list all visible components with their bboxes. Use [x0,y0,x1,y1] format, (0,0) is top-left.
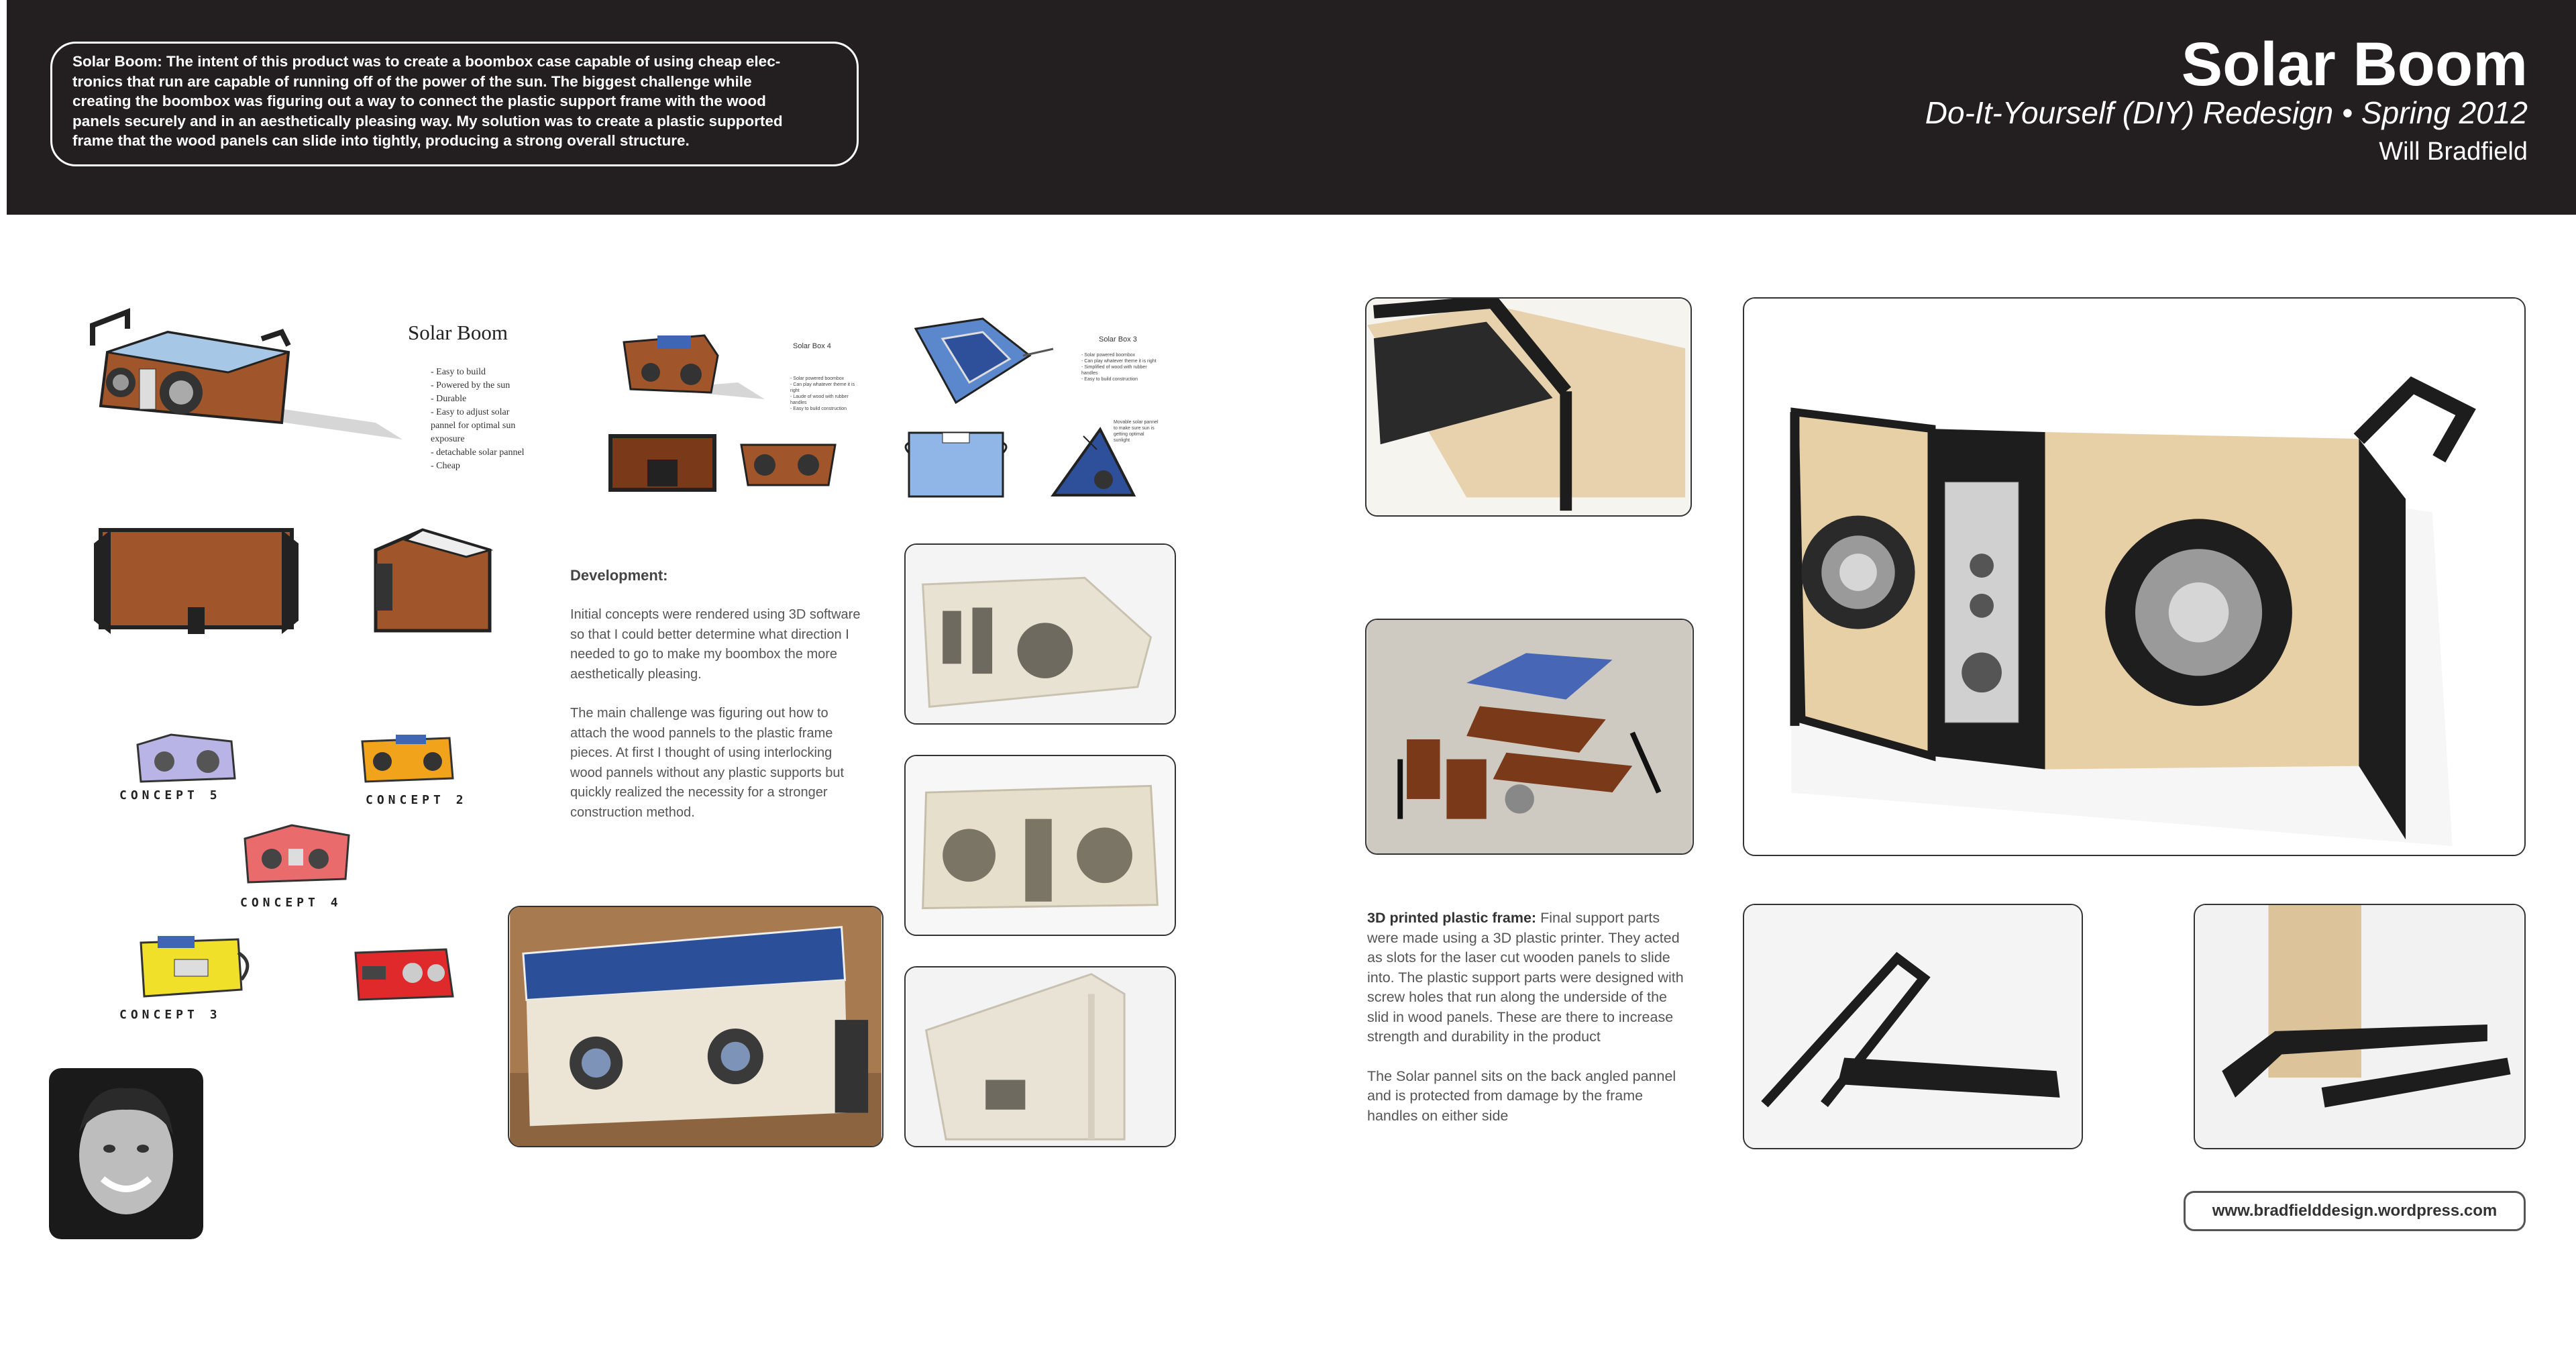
concept-4-sketch [238,822,356,889]
development-text [570,605,865,842]
feature-item: - Powered by the sun [431,380,511,390]
note-item: - Solar powered boombox [790,376,845,381]
note-item: sunlight [1114,438,1130,443]
page-subtitle: Do-It-Yourself (DIY) Redesign • Spring 2012 [1925,95,2528,130]
product-photo-frame-part [1743,904,2083,1149]
prototype-photo-joint [904,966,1176,1147]
frame-body: Final support parts were made using a 3D plastic printer. They acted as slots for the laser cut wooden panels to slide into. The plastic support parts were designed with screw holes that run along the underside of the slid in wood panels. These are there to increase strength and durability in the product [1367,910,1684,1045]
concept-5-sketch [131,731,241,788]
note-item: handles [790,401,807,405]
render-boombox-main [87,305,409,453]
concept-3-label: CONCEPT 3 [119,1008,221,1022]
product-photo-frame-assembly [2194,904,2526,1149]
concept-5-label: CONCEPT 5 [119,788,221,802]
intro-line: tronics that run are capable of running off of the power of the sun. The biggest challenge while [72,72,752,90]
development-paragraph: The main challenge was figuring out how to attach the wood pannels to the plastic frame pieces. At first I thought of using interlocking wood pannels without any plastic supports but quickly realized the necessity for a stronger construction method. [570,706,845,820]
intro-description [50,42,859,166]
sketch-heading: Solar Boom [408,321,508,344]
product-photo-hero [1743,297,2526,856]
frame-description [1367,908,1689,1145]
product-photo-handle-closeup [1365,297,1692,517]
feature-item: - Easy to adjust solar [431,407,510,417]
note-item: - Can play whatever theme it is right [790,382,855,393]
concept-red-sketch [345,939,460,1003]
note-item: - Solar powered boombox [1081,353,1136,358]
note-item: - Easy to build construction [790,407,847,411]
concept-4-label: CONCEPT 4 [240,896,342,910]
note-item: - Can play whatever theme it is right [1081,359,1157,364]
intro-line: panels securely and in an aesthetically pleasing way. My solution was to create a plastic supported [72,112,783,129]
concept-2-label: CONCEPT 2 [366,793,468,807]
note-item: - Laude of wood with rubber [790,395,849,399]
concept-2-sketch [356,731,460,788]
note-item: to make sure sun is [1114,426,1155,431]
render-boombox-side [366,517,500,641]
prototype-photo-side [904,543,1176,725]
render-solar-box-4-side [735,435,842,488]
product-photo-exploded [1365,619,1694,855]
concept-3-sketch [131,933,255,1003]
feature-item: pannel for optimal sun [431,421,516,431]
render-solar-box-3 [909,315,1063,409]
intro-line: creating the boombox was figuring out a way to connect the plastic support frame with the wood [72,93,766,109]
development-title: Development: [570,567,668,584]
render-boombox-front [91,523,302,641]
solar-box-4-notes [790,376,864,412]
author-name: Will Bradfield [2379,138,2528,166]
prototype-photo-solar [508,906,883,1147]
render-solar-box-4-front [607,433,718,493]
page-title: Solar Boom [2181,30,2528,99]
feature-item: exposure [431,434,465,444]
solar-box-3-label: Solar Box 3 [1099,335,1137,344]
solar-box-4-label: Solar Box 4 [793,342,831,350]
frame-paragraph: The Solar pannel sits on the back angled pannel and is protected from damage by the frame handles on either side [1367,1067,1676,1124]
note-item: getting optimal [1114,432,1144,437]
render-solar-box-4 [617,329,771,403]
solar-box-3-notes [1081,352,1162,382]
note-item: Movable solar pannel [1114,420,1159,425]
angle-note [1114,419,1167,443]
note-item: - Easy to build construction [1081,377,1138,382]
website-link[interactable]: www.bradfielddesign.wordpress.com [2184,1191,2526,1231]
development-paragraph: Initial concepts were rendered using 3D software so that I could better determine what direction I needed to go to make my boombox the more aesthetically pleasing. [570,607,861,682]
note-item: - Simplified of wood with rubber [1081,365,1147,370]
feature-item: - Durable [431,394,467,404]
feature-item: - detachable solar pannel [431,448,525,458]
frame-paragraph [1367,908,1689,1047]
feature-item: - Easy to build [431,367,486,377]
intro-line: frame that the wood panels can slide into tightly, producing a strong overall structure. [72,132,690,149]
feature-item: - Cheap [431,461,460,471]
designer-portrait [49,1068,203,1239]
feature-list [431,366,551,473]
render-solar-box-3-front [902,426,1010,500]
frame-heading: 3D printed plastic frame: [1367,910,1537,926]
intro-line: Solar Boom: The intent of this product was to create a boombox case capable of using cheap elec- [72,53,781,70]
prototype-photo-front [904,755,1176,936]
note-item: handles [1081,371,1098,376]
